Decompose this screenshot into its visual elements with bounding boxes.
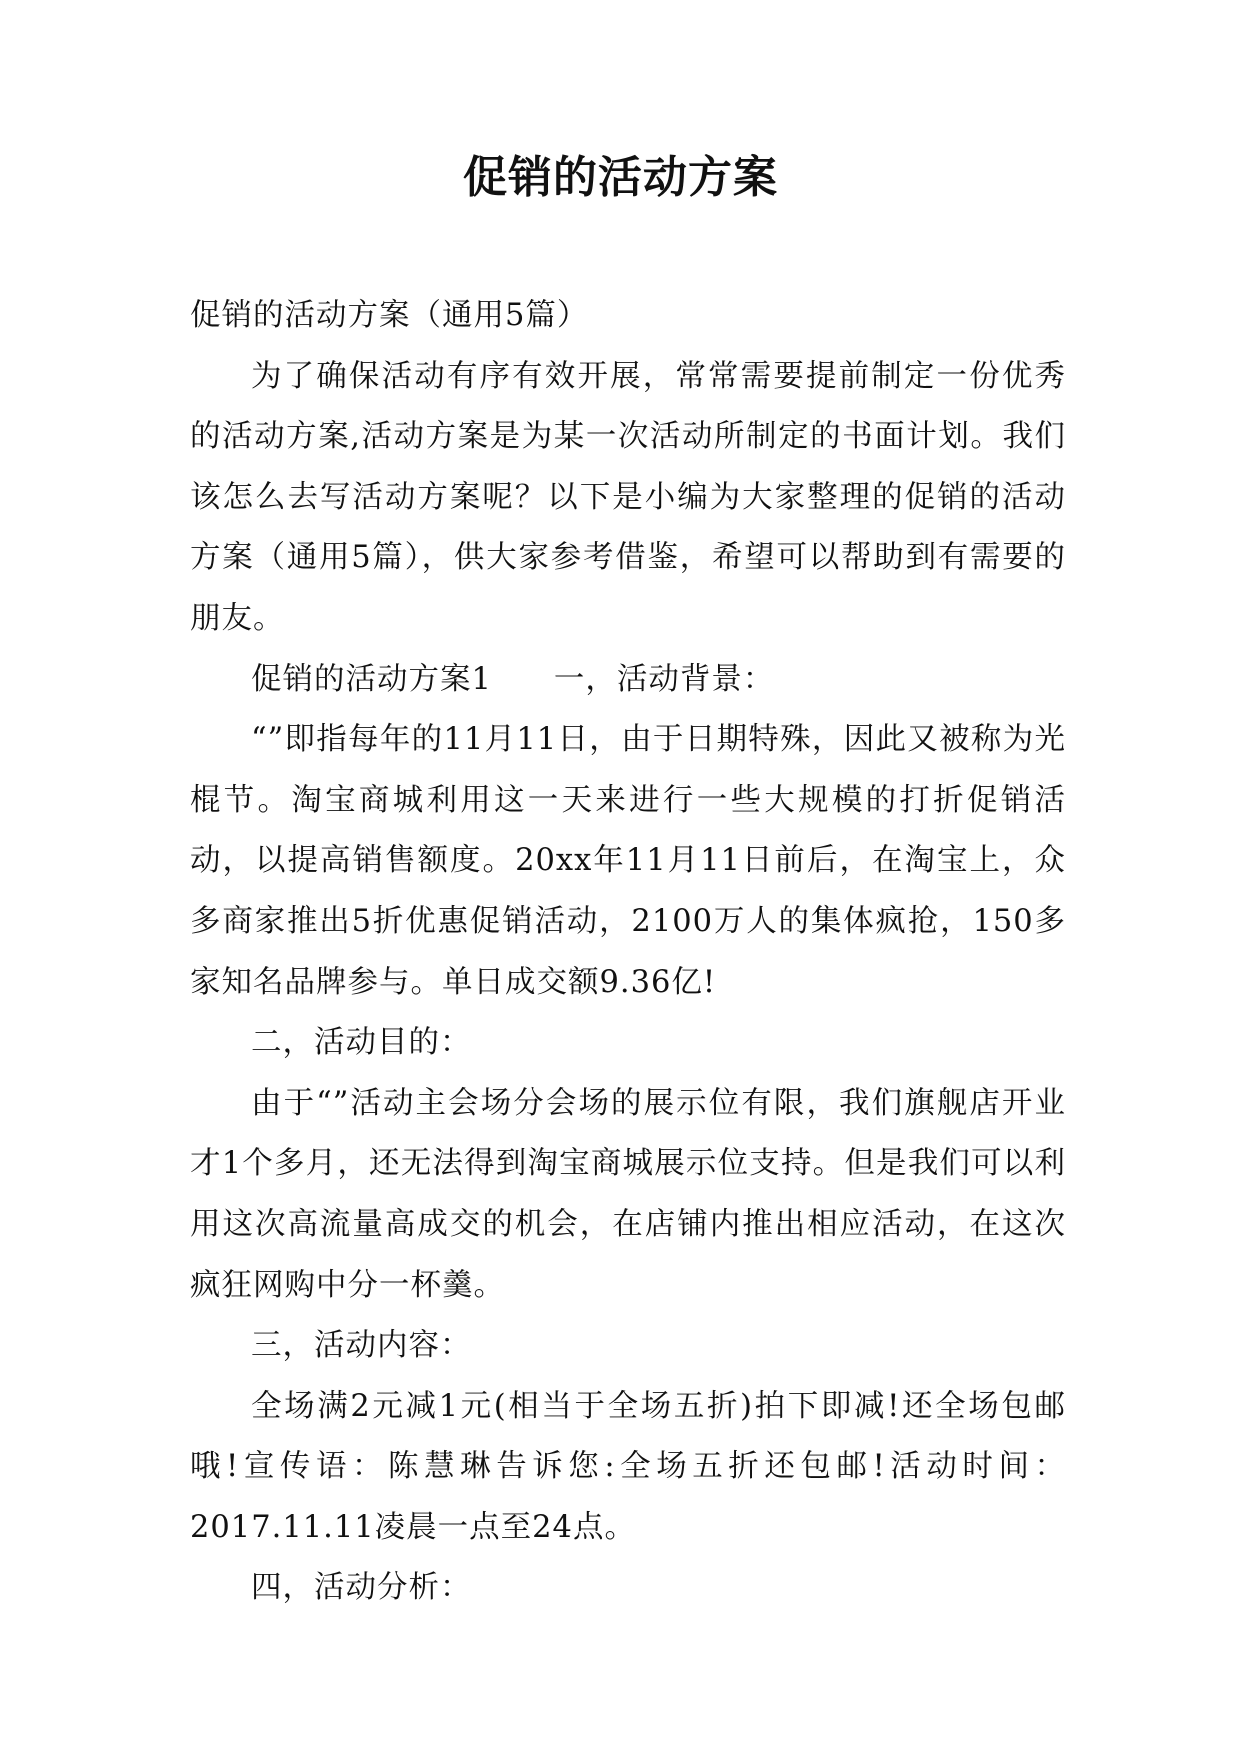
analysis-heading: 四，活动分析： xyxy=(251,1570,472,1606)
background-heading: 一，活动背景： xyxy=(553,661,775,697)
document-subtitle: 促销的活动方案（通用5篇） xyxy=(190,298,589,333)
document-title: 促销的活动方案 xyxy=(463,152,778,203)
purpose-heading: 二，活动目的： xyxy=(251,1025,472,1061)
document-body xyxy=(190,286,1066,1619)
purpose-paragraph: 由于“”活动主会场分会场的展示位有限，我们旗舰店开业才1个多月，还无法得到淘宝商城展示位支持。但是我们可以利用这次高流量高成交的机会，在店铺内推出相应活动，在这次疯狂网购中分一杯羹。 xyxy=(190,1085,1066,1303)
intro-paragraph: 为了确保活动有序有效开展，常常需要提前制定一份优秀的活动方案,活动方案是为某一次活动所制定的书面计划。我们该怎么去写活动方案呢？以下是小编为大家整理的促销的活动方案（通用5篇），供大家参考借鉴，希望可以帮助到有需要的朋友。 xyxy=(190,358,1066,636)
background-paragraph: “”即指每年的11月11日，由于日期特殊，因此又被称为光棍节。淘宝商城利用这一天来进行一些大规模的打折促销活动，以提高销售额度。20xx年11月11日前后，在淘宝上，众多商家推出5折优惠促销活动，2100万人的集体疯抢，150多家知名品牌参与。单日成交额9.36亿! xyxy=(190,722,1066,1000)
section-1-title: 促销的活动方案1 xyxy=(251,661,492,697)
content-paragraph: 全场满2元减1元(相当于全场五折)拍下即减!还全场包邮哦!宣传语：陈慧琳告诉您:全场五折还包邮!活动时间：2017.11.11凌晨一点至24点。 xyxy=(190,1388,1066,1545)
content-heading: 三，活动内容： xyxy=(251,1328,472,1364)
section-1-line xyxy=(190,650,1066,711)
